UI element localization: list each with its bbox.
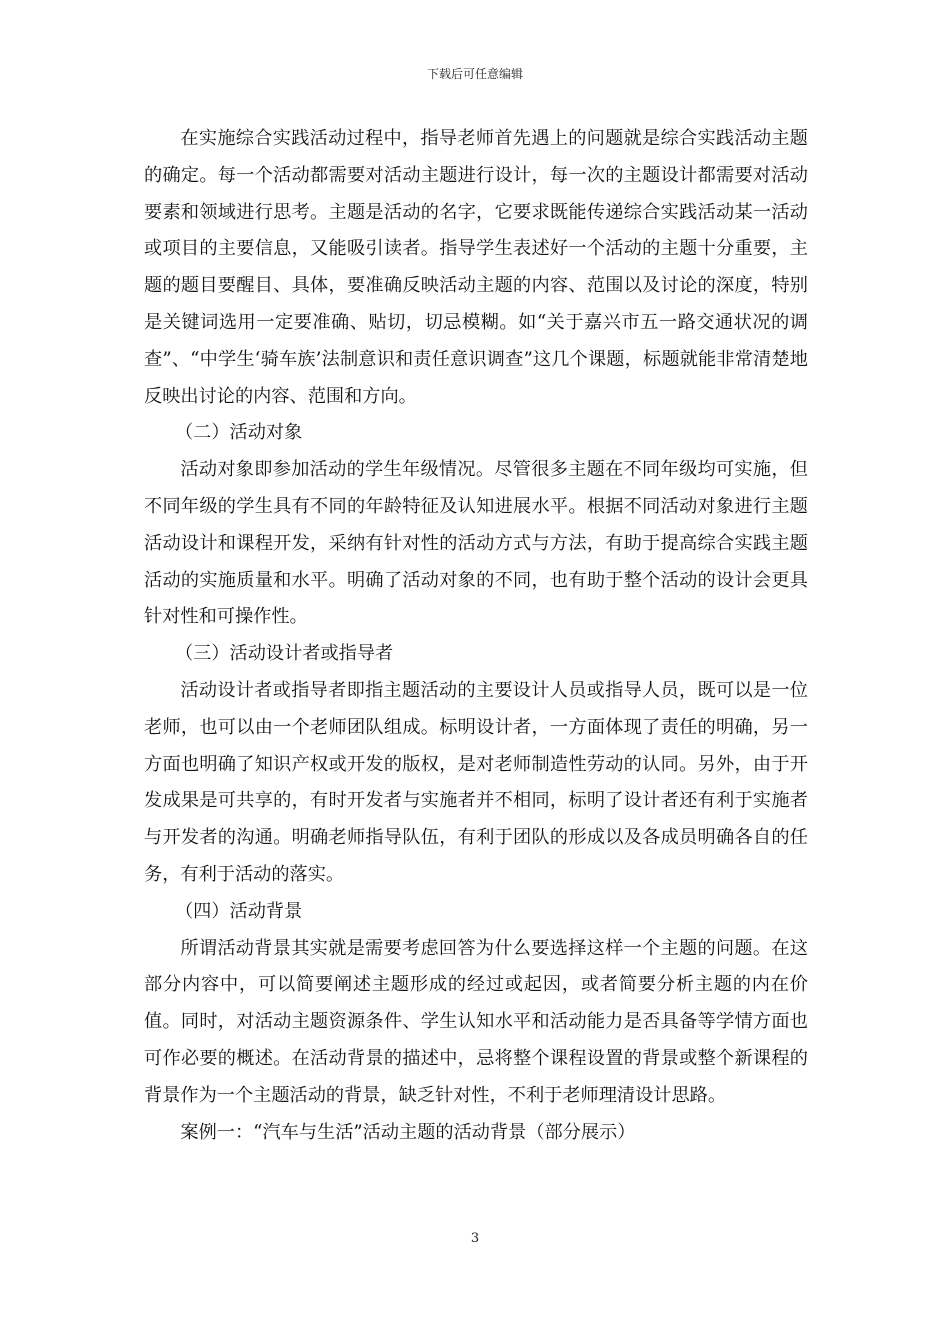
- section-heading-activity-designer: （三）活动设计者或指导者: [174, 643, 394, 665]
- section-heading-activity-background: （四）活动背景: [174, 900, 303, 922]
- page-number: 3: [470, 1231, 480, 1246]
- section-heading-activity-target: （二）活动对象: [174, 422, 303, 444]
- paragraph-topic-definition: 在实施综合实践活动过程中，指导老师首先遇上的问题就是综合实践活动主题的确定。每一个活动都需要对活动主题进行设计，每一次的主题设计都需要对活动要素和领域进行思考。主题是活动的名字，它要求既能传递综合实践活动某一活动或项目的主要信息，又能吸引读者。指导学生表述好一个活动的主题十分重要，主题的题目要醒目、具体，要准确反映活动主题的内容、范围以及讨论的深度，特别是关键词选用一定要准确、贴切，切忌模糊。如“关于嘉兴市五一路交通状况的调查”、“中学生‘骑车族’法制意识和责任意识调查”这几个课题，标题就能非常清楚地反映出讨论的内容、范围和方向。: [144, 128, 808, 407]
- document-body: [144, 121, 808, 1151]
- paragraph-activity-designer: 活动设计者或指导者即指主题活动的主要设计人员或指导人员，既可以是一位老师，也可以由一个老师团队组成。标明设计者，一方面体现了责任的明确，另一方面也明确了知识产权或开发的版权，是对老师制造性劳动的认同。另外，由于开发成果是可共享的，有时开发者与实施者并不相同，标明了设计者还有利于实施者与开发者的沟通。明确老师指导队伍，有利于团队的形成以及各成员明确各自的任务，有利于活动的落实。: [144, 679, 808, 885]
- paragraph-activity-background: 所谓活动背景其实就是需要考虑回答为什么要选择这样一个主题的问题。在这部分内容中，可以简要阐述主题形成的经过或起因，或者简要分析主题的内在价值。同时，对活动主题资源条件、学生认知水平和活动能力是否具备等学情方面也可作必要的概述。在活动背景的描述中，忌将整个课程设置的背景或整个新课程的背景作为一个主题活动的背景，缺乏针对性，不利于老师理清设计思路。: [144, 937, 808, 1106]
- paragraph-activity-target: 活动对象即参加活动的学生年级情况。尽管很多主题在不同年级均可实施，但不同年级的学生具有不同的年龄特征及认知进展水平。根据不同活动对象进行主题活动设计和课程开发，采纳有针对性的活动方式与方法，有助于提高综合实践主题活动的实施质量和水平。明确了活动对象的不同，也有助于整个活动的设计会更具针对性和可操作性。: [144, 459, 808, 628]
- page-header: 下载后可任意编辑: [426, 67, 523, 81]
- paragraph-case-one: 案例一：“汽车与生活”活动主题的活动背景（部分展示）: [180, 1121, 636, 1143]
